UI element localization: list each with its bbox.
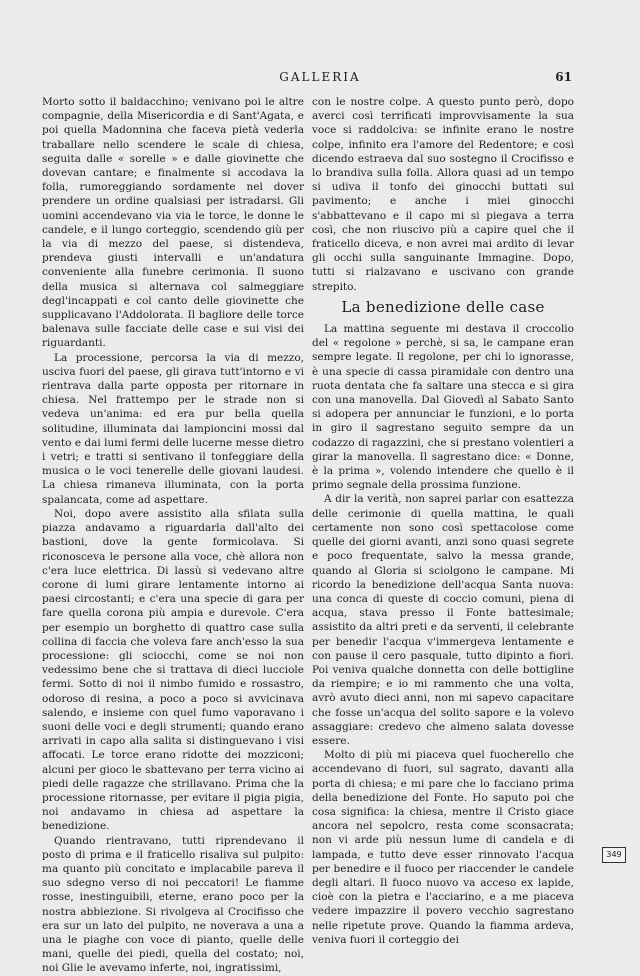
- paragraph: Morto sotto il baldacchino; venivano poi le altre compagnie, della Misericordia e di Sant'Agata, e poi quella Madonnina che faceva pietà vederla traballare nello scendere le scale di chiesa, seguita dalle « sorelle » e dalle giovinette che dovevan cantare; e finalmente si accodava la folla, rumoreggiando sordamente nel dover prendere un ordine qualsiasi per istradarsi. Gli uomini accendevano via via le torce, le donne le candele, e il lungo corteggio, scendendo giù per la via di mezzo del paese, si distendeva, prendeva giusti intervalli e un'andatura conveniente alla funebre cerimonia. Il suono della musica si alternava col salmeggiare degl'incappati e col canto delle giovinette che supplicavano l'Addolorata. Il bagliore delle torce balenava sulle facciate delle case e sui visi dei riguardanti.: [42, 96, 304, 350]
- paragraph: Noi, dopo avere assistito alla sfilata sulla piazza andavamo a riguardarla dall'alto dei bastioni, dove la gente formicolava. Si riconosceva le persone alla voce, chè allora non c'era luce elettrica. Di lassù si vedevano altre corone di lumi girare lentamente intorno ai paesi circostanti; e c'era una specie di gara per fare quella corona più ampia e durevole. C'era per esempio un borghetto di quattro case sulla collina di faccia che voleva fare anch'esso la sua processione: gli sciocchi, come se noi non vedessimo bene che si trattava di dieci lucciole fermi. Sotto di noi il nimbo fumido e rossastro, odoroso di resina, a poco a poco si avvicinava salendo, e insieme con quel fumo vaporavano i suoni delle voci e degli strumenti; quando erano arrivati in capo alla salita si distinguevano i visi affocati. Le torce erano ridotte dei mozziconi; alcuni per gioco le sbattevano per terra vicino ai piedi delle ragazze che strillavano. Prima che la processione ritornasse, per evitare il pigia pigia, noi andavamo in chiesa ad aspettare la benedizione.: [42, 507, 304, 833]
- paragraph: Quando rientravano, tutti riprendevano il posto di prima e il fraticello risaliva sul pulpito: ma quanto più concitato e implacabile pareva il suo sdegno verso di noi peccatori! Le fiamme rosse, inestinguibili, eterne, erano poco per la nostra abbiezione. Si rivolgeva al Crocifisso che era sur un lato del pulpito, ne noverava a una a una le piaghe con voce di pianto, quelle delle mani, quelle dei piedi, quella del costato; noi, noi Glie le avevamo inferte, noi, ingratissimi,: [42, 834, 304, 975]
- archive-stamp: 349: [602, 847, 626, 863]
- paragraph: con le nostre colpe. A questo punto però, dopo averci così terrificati improvvisamente la sua voce si raddolciva: se infinite erano le nostre colpe, infinito era l'amore del Redentore; e così dicendo estraeva dal suo sostegno il Crocifisso e lo brandiva sulla folla. Allora quasi ad un tempo si udiva il tonfo dei ginocchi buttati sul pavimento; e anche i miei ginocchi s'abbattevano e il capo mi si piegava a terra così, che non riuscivo più a capire quel che il fraticello diceva, e non avrei mai ardito di levar gli occhi sulla sanguinante Immagine. Dopo, tutti si rialzavano e uscivano con grande strepito.: [312, 96, 574, 293]
- page-number: 61: [555, 70, 572, 84]
- running-title: GALLERIA: [279, 70, 361, 84]
- right-column: [312, 95, 574, 947]
- paragraph: Molto di più mi piaceva quel fuocherello che accendevano di fuori, sul sagrato, davanti alla porta di chiesa; e mi pare che lo facciano prima della benedizione del Fonte. Ho saputo poi che cosa significa: la chiesa, mentre il Cristo giace ancora nel sepolcro, resta come sconsacrata; non vi arde più nessun lume di candela e di lampada, e tutto deve esser rinnovato l'acqua per benedire e il fuoco per riaccender le candele degli altari. Il fuoco nuovo va acceso ex lapide, cioè con la pietra e l'acciarino, e a me piaceva vedere impazzire il povero vecchio sagrestano nelle ripetute prove. Quando la fiamma ardeva, veniva fuori il corteggio dei: [312, 749, 574, 946]
- page-header: [0, 70, 640, 86]
- section-title: La benedizione delle case: [341, 297, 545, 316]
- paragraph: La processione, percorsa la via di mezzo, usciva fuori del paese, gli girava tutt'intorno e vi rientrava dalla parte opposta per ritornare in chiesa. Nel frattempo per le strade non si vedeva un'anima: ed era pur bella quella solitudine, illuminata dai lampioncini mossi dal vento e dai lumi fermi delle lucerne messe dietro i vetri; e tratti si sentivano il tonfeggiare della musica o le voci tenerelle delle giovani laudesi. La chiesa rimaneva illuminata, con la porta spalancata, come ad aspettare.: [42, 351, 304, 506]
- left-column: [42, 95, 304, 976]
- paragraph: A dir la verità, non saprei parlar con esattezza delle cerimonie di quella mattina, le quali certamente non sono così spettacolose come quelle dei giorni avanti, anzi sono quasi segrete e poco frequentate, salvo la messa grande, quando al Gloria si sciolgono le campane. Mi ricordo la benedizione dell'acqua Santa nuova: una conca di queste di coccio comuni, piena di acqua, stava presso il Fonte battesimale; assistito da altri preti e da serventi, il celebrante per benedir l'acqua v'immergeva lentamente e con pause il cero pasquale, tutto dipinto a fiori. Poi veniva qualche donnetta con delle bottigline da riempire; e io mi rammento che una volta, avrò avuto dieci anni, non mi sapevo capacitare che fosse un'acqua del solito sapore e la volevo assaggiare: credevo che almeno salata dovesse essere.: [312, 493, 574, 747]
- paragraph: La mattina seguente mi destava il croccolio del « regolone » perchè, si sa, le campane eran sempre legate. Il regolone, per chi lo ignorasse, è una specie di cassa piramidale con dentro una ruota dentata che fa saltare una stecca e si gira con una manovella. Dal Giovedì al Sabato Santo si adopera per annunciar le funzioni, e lo porta in giro il sagrestano seguito sempre da un codazzo di ragazzini, che si prestano volentieri a girar la manovella. Il sagrestano dice: « Donne, è la prima », volendo intendere che quello è il primo segnale della prossima funzione.: [312, 323, 574, 492]
